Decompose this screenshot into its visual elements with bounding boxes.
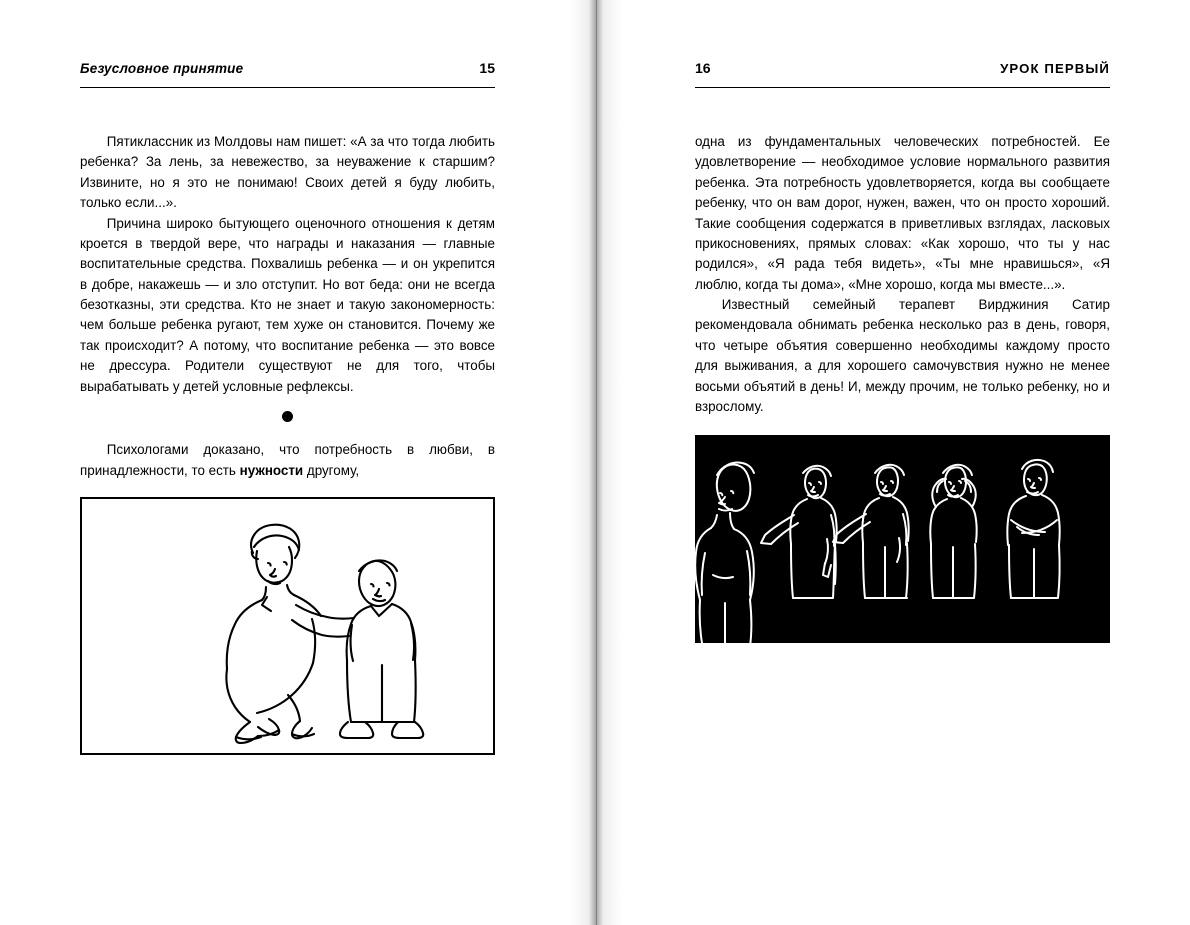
section-separator-bullet bbox=[80, 411, 495, 424]
paragraph-bold-word: нужности bbox=[239, 462, 304, 478]
body-text-right bbox=[695, 132, 1110, 417]
paragraph-text-before-bold: Психологами доказано, что потребность в любви, в принадлежности, то есть bbox=[80, 442, 495, 478]
bullet-dot-icon bbox=[282, 411, 293, 422]
header-left bbox=[80, 60, 495, 90]
running-title-left: Безусловное принятие bbox=[80, 61, 244, 76]
figure-left bbox=[80, 497, 495, 755]
illustration-teen-and-four-adults-on-black bbox=[695, 435, 1110, 643]
paragraph-with-bold bbox=[80, 440, 495, 481]
header-rule-left bbox=[80, 87, 495, 88]
body-text-left bbox=[80, 132, 495, 481]
figure-right bbox=[695, 435, 1110, 643]
paragraph: Пятиклассник из Молдовы нам пишет: «А за что тогда любить ребенка? За лень, за невежество, за неуважение к старшим? Извините, но я это не понимаю! Своих детей я буду любить, только если...». bbox=[80, 134, 495, 211]
header-rule-right bbox=[695, 87, 1110, 88]
paragraph: Причина широко бытующего оценочного отношения к детям кроется в твердой вере, что награды и наказания — главные воспитательные средства. Похвалишь ребенка — и он укрепится в добре, накажешь — и зло отступит. Но вот беда: они не всегда безотказны, эти средства. Кто не знает и такую закономерность: чем больше ребенка ругают, тем хуже он становится. Почему же так происходит? А потому, что воспитание ребенка — это вовсе не дрессура. Родители существуют не для того, чтобы вырабатывать у детей условные рефлексы. bbox=[80, 215, 495, 394]
page-number-left: 15 bbox=[479, 60, 495, 76]
illustration-adult-hugging-child bbox=[82, 499, 493, 749]
page-number-right: 16 bbox=[695, 60, 711, 76]
paragraph: Известный семейный терапевт Вирджиния Сатир рекомендовала обнимать ребенка несколько раз в день, говоря, что четыре объятия совершенно необходимы каждому просто для выживания, а для хорошего самочувствия нужно не менее восьми объятий в день! И, между прочим, не только ребенку, но и взрослому. bbox=[695, 297, 1110, 414]
book-spine-line bbox=[596, 0, 597, 925]
running-title-right: УРОК ПЕРВЫЙ bbox=[1000, 61, 1110, 76]
paragraph: одна из фундаментальных человеческих потребностей. Ее удовлетворение — необходимое условие нормального развития ребенка. Эта потребность удовлетворяется, когда вы сообщаете ребенку, что он вам дорог, нужен, важен, что он просто хороший. Такие сообщения содержатся в приветливых взглядах, ласковых прикосновениях, прямых словах: «Как хорошо, что ты у нас родился», «Я рада тебя видеть», «Ты мне нравишься», «Я люблю, когда ты дома», «Мне хорошо, когда мы вместе...». bbox=[695, 134, 1110, 292]
page-right bbox=[595, 0, 1190, 925]
paragraph-text-after-bold: другому, bbox=[303, 462, 360, 478]
header-right bbox=[695, 60, 1110, 90]
